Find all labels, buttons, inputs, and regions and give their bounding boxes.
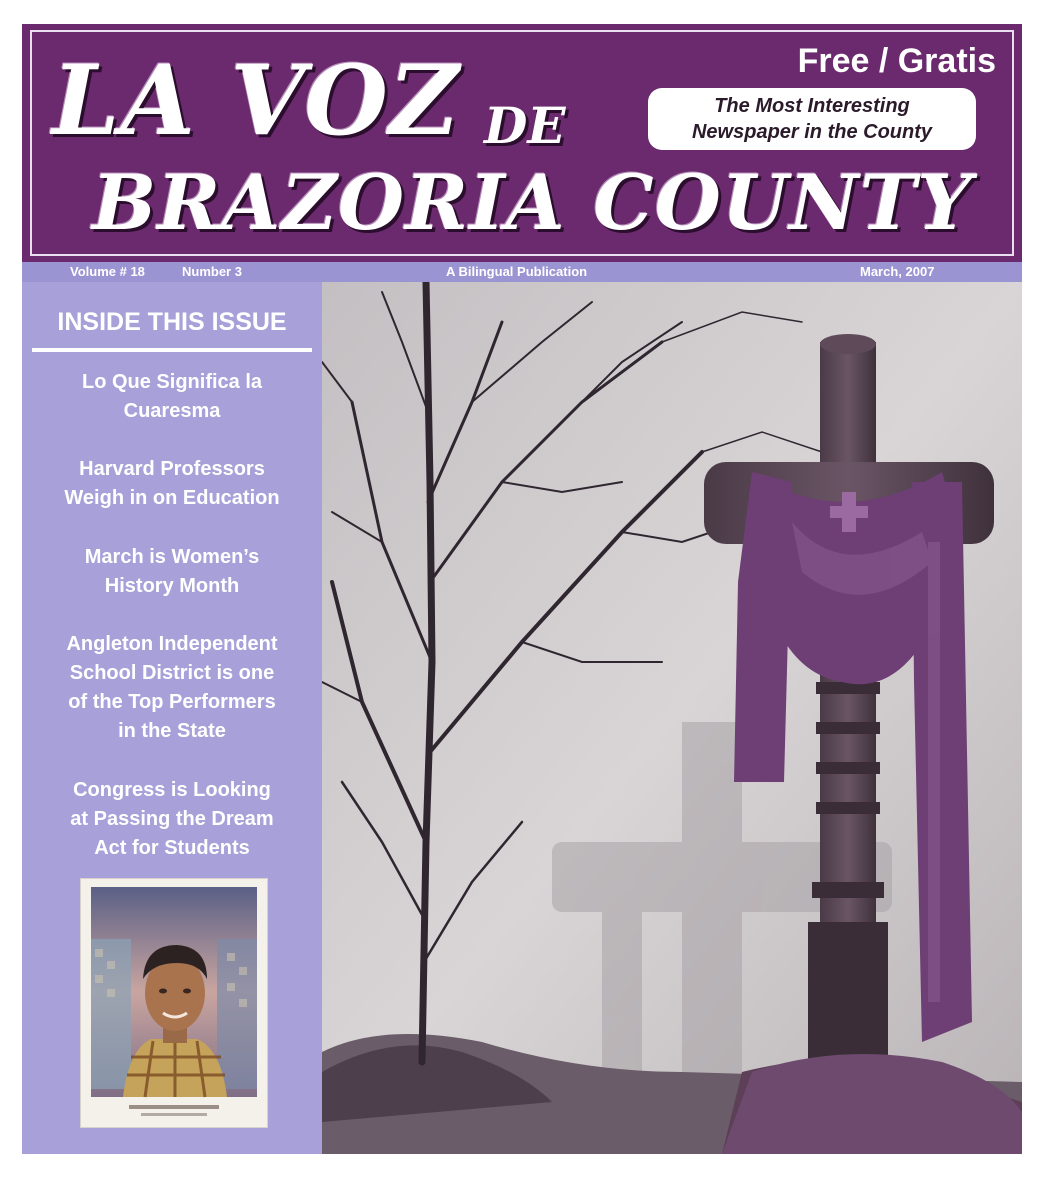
inside-heading: INSIDE THIS ISSUE <box>57 308 287 336</box>
story-line: Weigh in on Education <box>64 487 280 509</box>
cover-photo <box>322 282 1022 1154</box>
portrait-image <box>80 878 268 1128</box>
story-item[interactable] <box>28 630 316 746</box>
masthead <box>22 24 1022 262</box>
story-line: of the Top Performers <box>68 691 276 713</box>
tagline-line1: The Most Interesting <box>714 95 910 117</box>
tagline-line2: Newspaper in the County <box>691 121 933 143</box>
title-de: DE <box>484 96 566 155</box>
story-item[interactable] <box>28 455 316 513</box>
story-line: March is Women’s <box>84 546 260 568</box>
date-label: March, 2007 <box>860 264 935 279</box>
publication-label: A Bilingual Publication <box>446 264 588 279</box>
title-brazoria-county: BRAZORIA COUNTY <box>92 158 973 247</box>
story-line: Harvard Professors <box>79 458 265 480</box>
story-line: Congress is Looking <box>73 779 271 801</box>
story-line: in the State <box>118 720 226 742</box>
sidebar <box>22 282 322 1154</box>
story-item[interactable] <box>28 543 316 601</box>
story-line: at Passing the Dream <box>70 808 274 830</box>
story-line: Act for Students <box>94 837 250 859</box>
cross-photo <box>322 282 1022 1154</box>
story-item[interactable] <box>28 368 316 426</box>
title-la-voz: LA VOZ <box>52 44 460 157</box>
tagline-box <box>648 88 976 150</box>
portrait-painting <box>81 879 267 1127</box>
volume-label: Volume # 18 <box>70 264 145 279</box>
info-bar <box>22 262 1022 282</box>
story-line: History Month <box>104 575 240 597</box>
story-line: Lo Que Significa la <box>81 371 263 393</box>
number-label: Number 3 <box>182 264 242 279</box>
heading-divider <box>32 348 312 352</box>
story-line: Cuaresma <box>123 400 221 422</box>
story-line: School District is one <box>69 662 275 684</box>
free-label: Free / Gratis <box>797 42 996 80</box>
story-line: Angleton Independent <box>66 633 278 655</box>
story-item[interactable] <box>28 776 316 863</box>
